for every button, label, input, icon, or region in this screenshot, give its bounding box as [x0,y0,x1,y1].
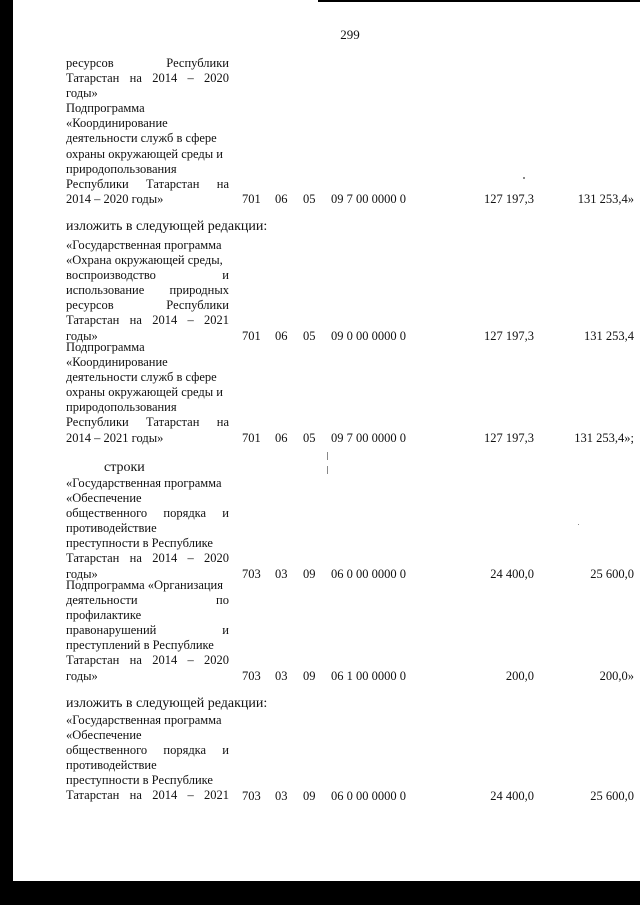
description-line [66,758,229,773]
description-line [66,370,229,385]
target-article-code: 06 0 00 0000 0 [331,788,406,803]
description-line [66,415,229,430]
ministry-code: 703 [242,788,261,803]
word: охраны окружающей среды и [66,385,223,400]
description-line [66,728,229,743]
subsection-code: 09 [303,668,316,683]
word: «Государственная программа [66,476,222,490]
word: «Обеспечение [66,491,142,506]
word: 2014 [152,788,178,803]
description-line [66,86,229,101]
word: ресурсов [66,298,114,313]
description-line [66,506,229,521]
description-line [66,101,229,116]
section-heading: изложить в следующей редакции: [66,696,268,711]
word: 2020 [204,551,229,566]
word: охраны окружающей среды и [66,146,223,161]
word: противодействие [66,758,157,773]
word: Республики [166,298,229,313]
description-line [66,56,229,71]
item-description [66,476,229,582]
description-line [66,623,229,638]
amount-second-year: 131 253,4 [584,328,634,343]
word: и [222,506,229,521]
description-line [66,298,229,313]
word: – [187,551,194,566]
description-line [66,788,229,803]
word: на [216,415,229,430]
word: Татарстан [66,653,120,668]
word: 2014 [152,653,178,668]
word: 2020 [204,653,229,668]
description-line [66,536,229,551]
word: Подпрограмма [66,101,145,116]
section-heading: строки [104,460,145,475]
description-line [66,476,229,491]
description-line [66,177,229,192]
word: ресурсов [66,56,114,70]
amount-first-year: 24 400,0 [490,788,534,803]
ministry-code: 703 [242,566,261,581]
amount-second-year: 131 253,4» [577,191,634,206]
word: Подпрограмма «Организация [66,578,223,592]
word: годы» [66,328,98,343]
word: «Государственная программа [66,238,222,252]
word: природных [169,283,229,298]
word: профилактике [66,608,142,623]
item-description [66,578,229,684]
description-line [66,283,229,298]
item-description [66,238,229,344]
amount-first-year: 200,0 [505,668,534,683]
word: по [216,593,229,608]
description-line [66,431,229,446]
scan-speck [523,177,525,179]
amount-second-year: 200,0» [599,668,634,683]
word: природопользования [66,161,177,176]
scan-speck [327,452,328,460]
section-code: 03 [275,668,288,683]
word: годы» [66,86,98,101]
item-description [66,340,229,446]
description-line [66,551,229,566]
word: противодействие [66,521,157,536]
word: «Охрана окружающей среды, [66,253,223,268]
word: Татарстан [146,415,200,430]
amount-second-year: 131 253,4»; [574,430,634,445]
word: «Государственная программа [66,713,222,727]
word: Республики [66,176,129,191]
word: Подпрограмма [66,340,145,354]
word: Татарстан [66,71,120,86]
word: 2021 [204,313,229,328]
scan-top-edge [318,0,640,2]
description-line [66,238,229,253]
section-heading: изложить в следующей редакции: [66,219,268,234]
description-line [66,192,229,207]
word: на [129,313,142,328]
word: преступности в Республике [66,536,213,551]
word: общественного [66,506,148,521]
word: деятельности служб в сфере [66,370,217,385]
word: Татарстан [66,788,120,803]
description-line [66,713,229,728]
target-article-code: 06 1 00 0000 0 [331,668,406,683]
word: годы» [66,566,98,581]
description-line [66,340,229,355]
section-code: 06 [275,191,288,206]
word: Республики [66,415,129,430]
description-line [66,743,229,758]
amount-first-year: 127 197,3 [484,430,534,445]
word: 2014 [152,71,178,86]
amount-first-year: 127 197,3 [484,328,534,343]
word: деятельности [66,593,138,608]
page-number: 299 [340,27,360,42]
section-code: 03 [275,566,288,581]
amount-first-year: 24 400,0 [490,566,534,581]
word: Татарстан [66,313,120,328]
word: «Обеспечение [66,728,142,743]
item-description [66,713,229,804]
target-article-code: 06 0 00 0000 0 [331,566,406,581]
word: годы» [66,668,98,683]
word: – [187,71,194,86]
word: порядка [163,743,207,758]
word: правонарушений [66,623,157,638]
word: деятельности служб в сфере [66,131,217,146]
section-code: 03 [275,788,288,803]
word: на [129,71,142,86]
item-description [66,56,229,207]
description-line [66,669,229,684]
word: 2014 [152,313,178,328]
word: «Координирование [66,355,168,370]
word: Татарстан [146,176,200,191]
subsection-code: 09 [303,566,316,581]
word: «Координирование [66,116,168,131]
word: преступности в Республике [66,773,213,788]
subsection-code: 05 [303,328,316,343]
target-article-code: 09 7 00 0000 0 [331,430,406,445]
word: воспроизводство [66,268,156,283]
amount-second-year: 25 600,0 [590,788,634,803]
amount-second-year: 25 600,0 [590,566,634,581]
description-line [66,253,229,268]
description-line [66,131,229,146]
target-article-code: 09 7 00 0000 0 [331,191,406,206]
word: и [222,623,229,638]
target-article-code: 09 0 00 0000 0 [331,328,406,343]
word: 2021 [204,788,229,803]
description-line [66,116,229,131]
ministry-code: 701 [242,191,261,206]
description-line [66,578,229,593]
word: и [222,743,229,758]
description-line [66,385,229,400]
description-line [66,147,229,162]
description-line [66,521,229,536]
word: – [187,653,194,668]
word: 2014 [152,551,178,566]
amount-first-year: 127 197,3 [484,191,534,206]
description-line [66,400,229,415]
section-code: 06 [275,328,288,343]
description-line [66,268,229,283]
description-line [66,313,229,328]
word: преступлений в Республике [66,638,214,653]
subsection-code: 09 [303,788,316,803]
description-line [66,162,229,177]
section-code: 06 [275,430,288,445]
word: Татарстан [66,551,120,566]
word: – [187,313,194,328]
word: на [216,176,229,191]
description-line [66,491,229,506]
description-line [66,653,229,668]
word: Республики [166,56,229,70]
description-line [66,773,229,788]
word: и [222,268,229,283]
ministry-code: 701 [242,328,261,343]
word: общественного [66,743,148,758]
scan-bottom-border [0,881,640,905]
word: на [129,653,142,668]
word: природопользования [66,400,177,415]
ministry-code: 703 [242,668,261,683]
subsection-code: 05 [303,430,316,445]
word: использование [66,283,145,298]
scan-left-border [0,0,13,905]
description-line [66,638,229,653]
scan-speck [578,524,579,525]
word: 2020 [204,71,229,86]
word: порядка [163,506,207,521]
scan-speck [327,466,328,474]
word: 2014 – 2021 годы» [66,430,164,445]
description-line [66,593,229,608]
subsection-code: 05 [303,191,316,206]
word: на [129,788,142,803]
description-line [66,608,229,623]
description-line [66,355,229,370]
ministry-code: 701 [242,430,261,445]
word: на [129,551,142,566]
word: – [187,788,194,803]
word: 2014 – 2020 годы» [66,191,164,206]
description-line [66,71,229,86]
